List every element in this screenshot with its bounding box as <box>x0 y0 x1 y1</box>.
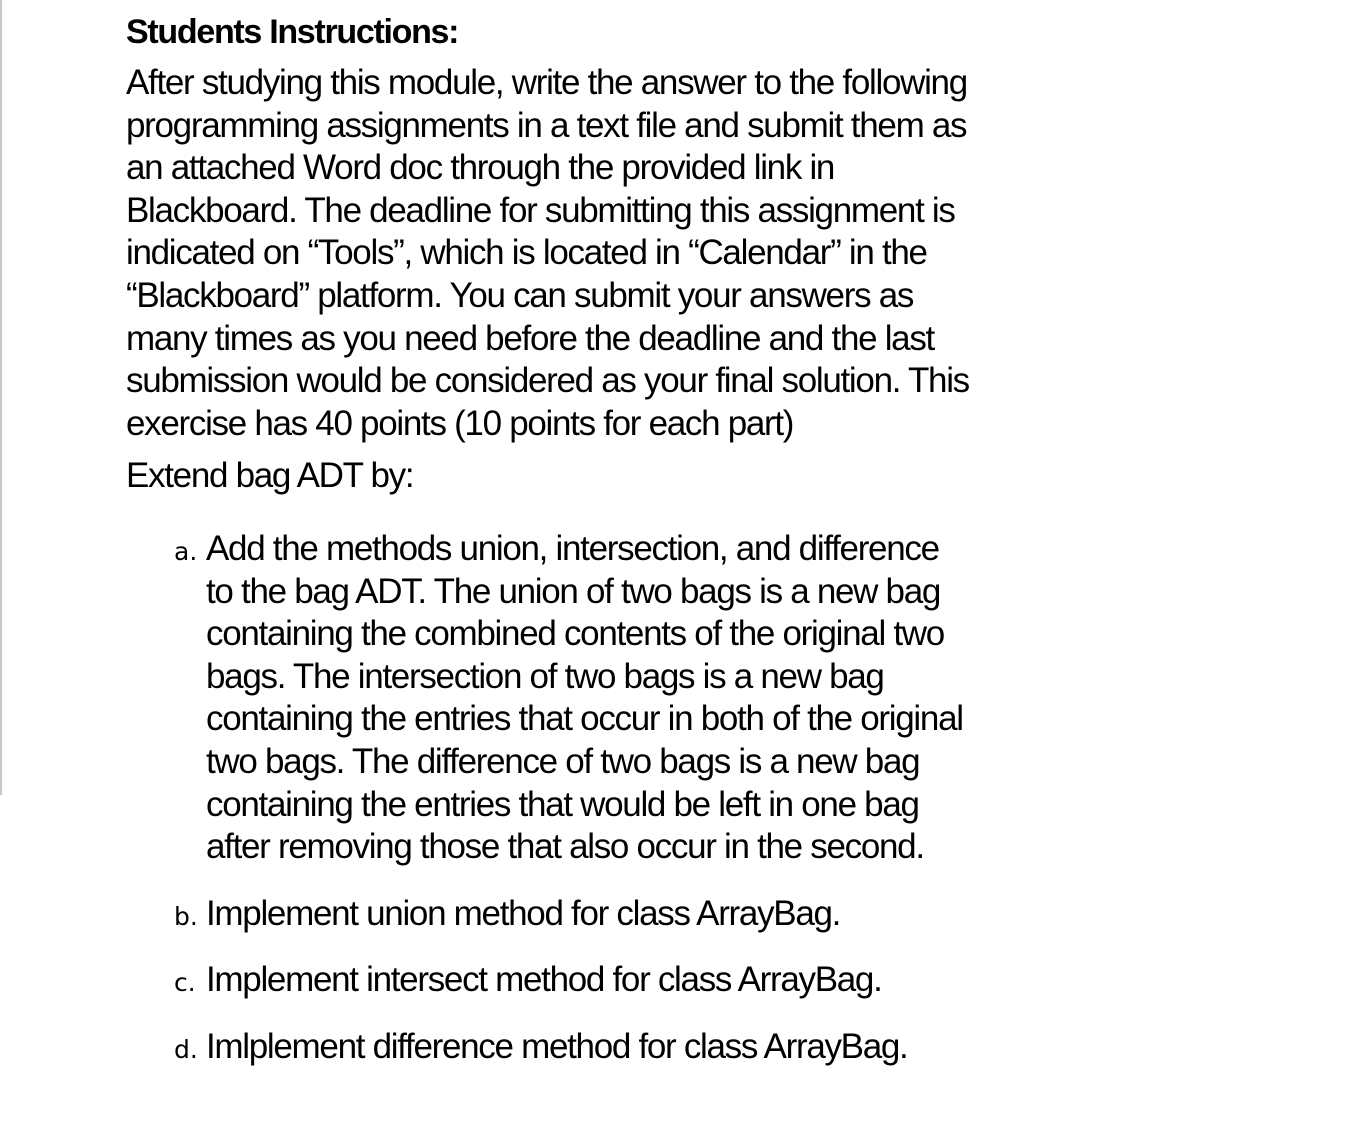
task-marker: b. <box>174 901 198 931</box>
task-item-a <box>174 528 986 869</box>
task-item-b <box>174 893 986 936</box>
task-text: Add the methods union, intersection, and difference to the bag ADT. The union of two bags is a new bag containing the combined contents of the original two bags. The intersection of two bags is a new bag containing the entries that occur in both of the original two bags. The difference of two bags is a new bag containing the entries that would be left in one bag after removing those that also occur in the second. <box>206 528 963 867</box>
task-list <box>174 528 986 1069</box>
task-text: Implement intersect method for class ArrayBag. <box>206 960 882 1000</box>
extend-label: Extend bag ADT by: <box>126 456 414 496</box>
task-item-c <box>174 959 986 1002</box>
task-marker: c. <box>174 968 196 998</box>
task-text: Imlplement difference method for class ArrayBag. <box>206 1026 908 1066</box>
left-border-rule <box>0 0 2 795</box>
task-marker: a. <box>174 536 198 566</box>
document-page <box>126 8 986 1092</box>
document-heading: Students Instructions: <box>126 13 459 51</box>
task-text: Implement union method for class ArrayBag. <box>206 893 841 933</box>
task-marker: d. <box>174 1034 198 1064</box>
instructions-paragraph: After studying this module, write the answer to the following programming assignments in a text file and submit them as an attached Word doc through the provided link in Blackboard. The deadline for submitting this assignment is indicated on “Tools”, which is located in “Calendar” in the “Blackboard” platform. You can submit your answers as many times as you need before the deadline and the last submission would be considered as your final solution. This exercise has 40 points (10 points for each part) <box>126 63 969 443</box>
task-item-d <box>174 1026 986 1069</box>
